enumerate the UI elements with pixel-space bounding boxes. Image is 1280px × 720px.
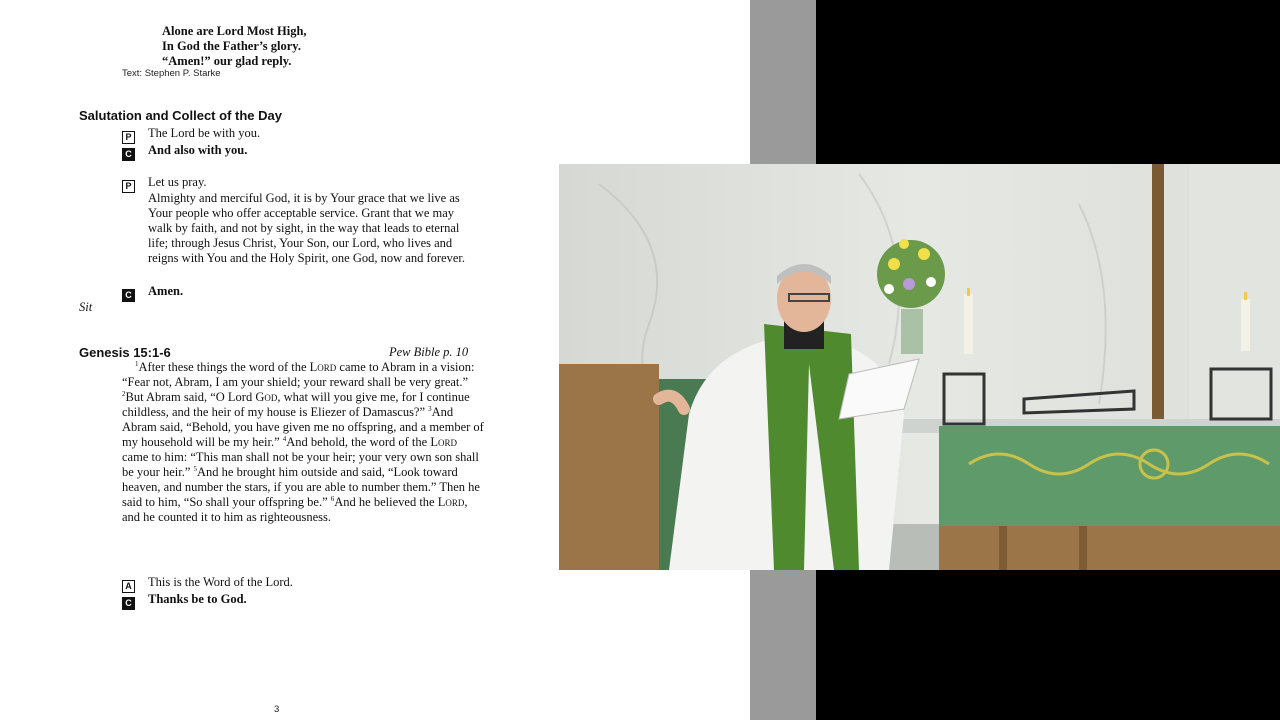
pew-bible-ref: Pew Bible p. 10 xyxy=(389,345,469,359)
reading-heading: Genesis 15:1-6 xyxy=(79,345,171,360)
let-us-pray: Let us pray. xyxy=(148,175,207,189)
flower-arrangement xyxy=(877,240,945,308)
rubric-sit: Sit xyxy=(79,300,93,314)
assistant-badge: A xyxy=(122,576,135,594)
candle-right xyxy=(1241,299,1250,351)
hymn-line-2: In God the Father’s glory. xyxy=(162,39,301,53)
lectern xyxy=(559,364,659,570)
amen-response: Amen. xyxy=(148,284,184,298)
salutation-heading: Salutation and Collect of the Day xyxy=(79,108,282,123)
video-scene xyxy=(559,164,1280,570)
hymn-line-3: “Amen!” our glad reply. xyxy=(162,54,292,68)
pastor-badge: P xyxy=(122,127,135,145)
salutation-pastor-line: The Lord be with you. xyxy=(148,126,261,140)
reading-text: $^1$After these things the word of the Lord came to Abram in a vision: “Fear not, Abram, I am your shield; your reward shall be very great.” $^2$But Abram said, “O Lord God, what will you give me, for I continue childless, and the heir of my house is Eliezer of Damascus?” $^3$And Abram said, “Behold, you have given me no offspring, and a member of my household will be my heir.” $^4$And behold, the word of the Lord came to him: “This man shall not be your heir; your very own son shall be your heir.” $^5$And he brought him outside and said, “Look toward heaven, and number the stars, if you are able to number them.” Then he said to him, “So shall your offspring be.” $^6$And he believed the Lord, and he counted it to him as righteousness. xyxy=(122,359,484,524)
live-video-frame xyxy=(559,164,1280,570)
congregation-badge-3: C xyxy=(122,593,135,611)
congregation-badge: C xyxy=(122,144,135,162)
altar-frontal xyxy=(939,426,1280,526)
congregation-badge-2: C xyxy=(122,285,135,303)
processional-cross-pole xyxy=(1152,164,1164,424)
page-number: 3 xyxy=(274,704,280,715)
collect-text: Almighty and merciful God, it is by Your grace that we live as Your people who offer acceptable service. Grant that we may walk by faith, and not by sight, in the way that leads to eternal life; through Jesus Christ, Your Son, our Lord, who lives and reigns with You and the Holy Spirit, one God, now and forever. xyxy=(148,191,465,265)
hymn-line-1: Alone are Lord Most High, xyxy=(162,24,307,38)
word-of-the-lord: This is the Word of the Lord. xyxy=(148,575,293,589)
salutation-response: And also with you. xyxy=(148,143,248,157)
thanks-be-to-god: Thanks be to God. xyxy=(148,592,247,606)
hymn-credit: Text: Stephen P. Starke xyxy=(122,68,221,79)
pastor-badge-2: P xyxy=(122,176,135,194)
flower-vase xyxy=(901,309,923,354)
candle-left xyxy=(964,294,973,354)
